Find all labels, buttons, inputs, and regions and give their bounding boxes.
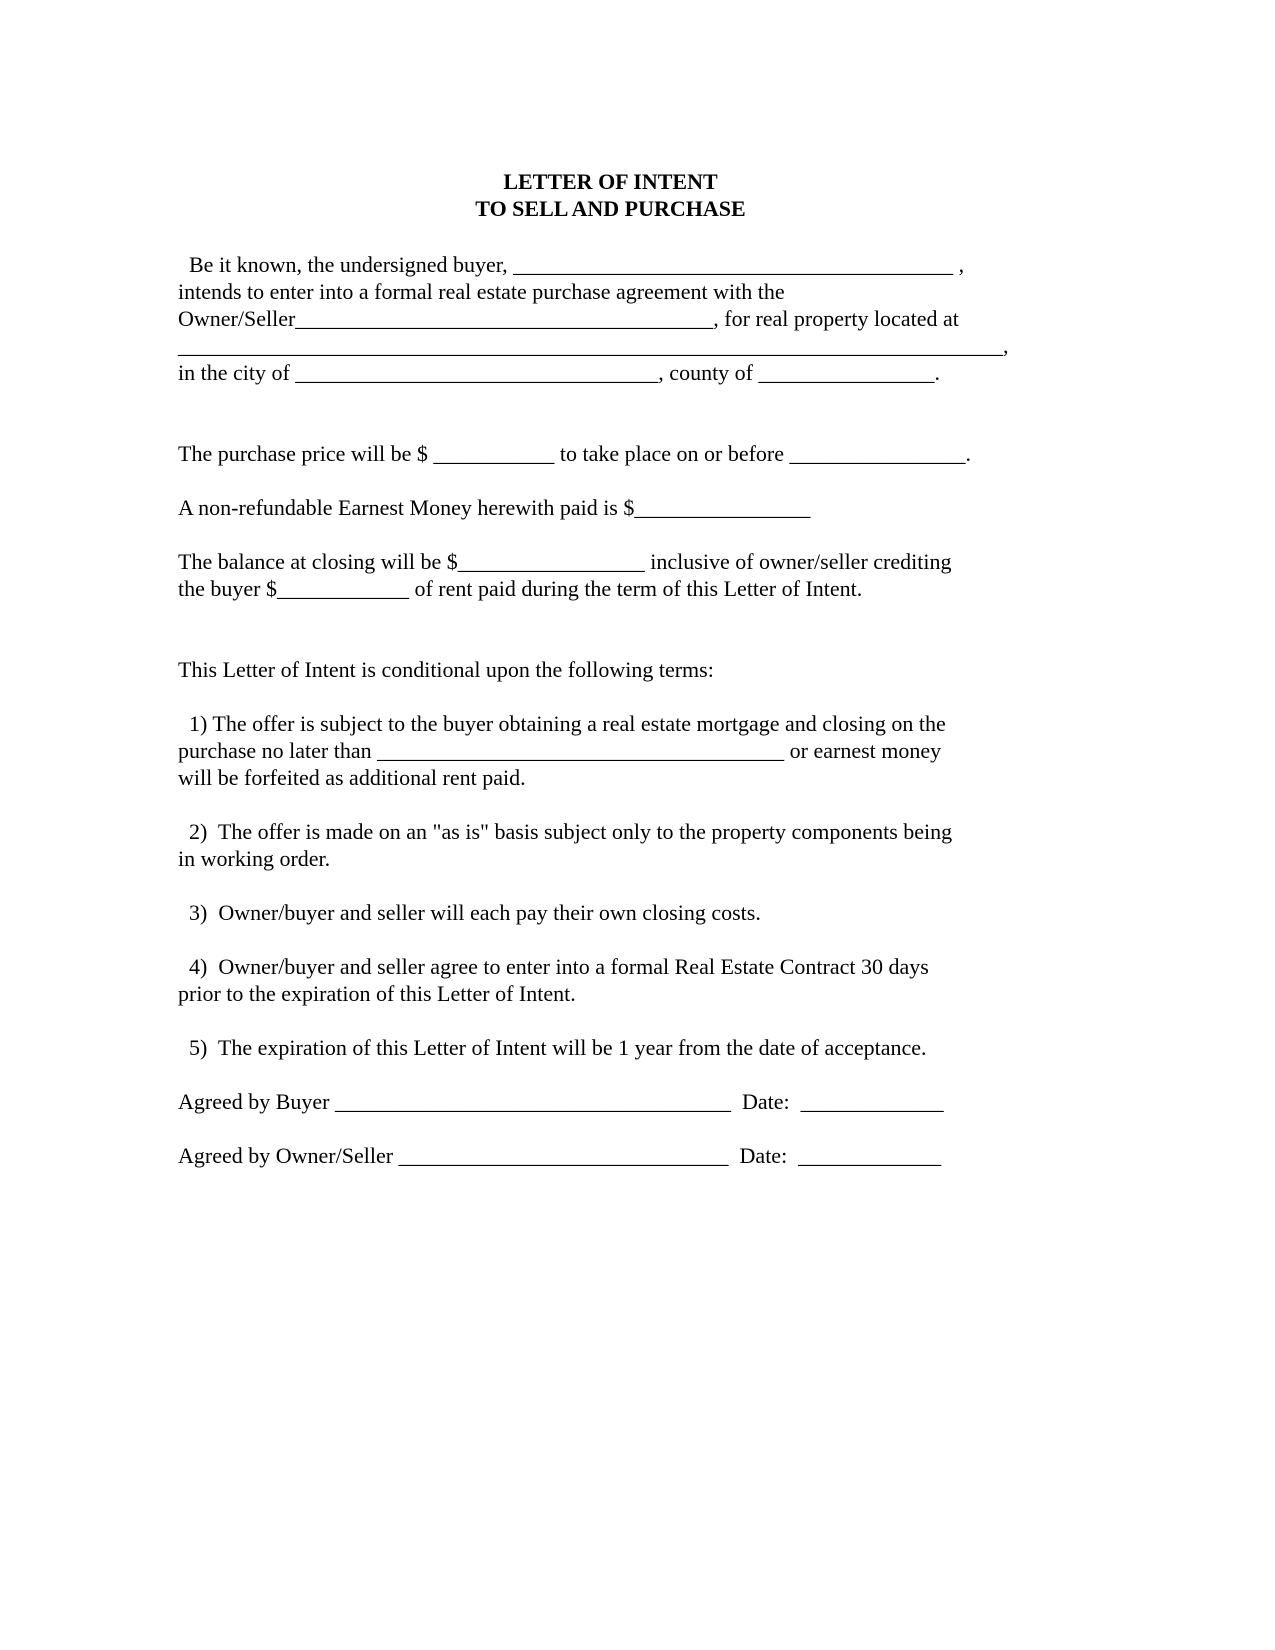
term-1-line-3: will be forfeited as additional rent paid. (178, 765, 526, 790)
term-1-line-2: purchase no later than _____________________________________ or earnest money (178, 738, 942, 763)
term-item-2 (178, 818, 1145, 872)
intro-line-agreement: intends to enter into a formal real estate purchase agreement with the (178, 279, 785, 304)
conditions-heading: This Letter of Intent is conditional upon the following terms: (178, 657, 714, 682)
term-5-line-1: 5) The expiration of this Letter of Intent will be 1 year from the date of acceptance. (178, 1035, 927, 1060)
purchase-price-paragraph: The purchase price will be $ ___________ to take place on or before ________________. (178, 441, 972, 466)
intro-line-owner-seller-blank: Owner/Seller______________________________________, for real property located at (178, 306, 959, 331)
term-1-line-1: 1) The offer is subject to the buyer obtaining a real estate mortgage and closing on the (178, 711, 946, 736)
term-item-1 (178, 710, 1145, 791)
signature-owner-seller-line: Agreed by Owner/Seller ______________________________ Date: _____________ (178, 1143, 942, 1168)
term-4-line-1: 4) Owner/buyer and seller agree to enter into a formal Real Estate Contract 30 days (178, 954, 929, 979)
term-4-line-2: prior to the expiration of this Letter of Intent. (178, 981, 576, 1006)
term-3-line-1: 3) Owner/buyer and seller will each pay their own closing costs. (178, 900, 761, 925)
balance-line-2: the buyer $____________ of rent paid during the term of this Letter of Intent. (178, 576, 863, 601)
terms-list (178, 710, 1145, 1061)
document-title (178, 168, 1043, 222)
term-2-line-1: 2) The offer is made on an "as is" basis subject only to the property components being (178, 819, 953, 844)
balance-line-1: The balance at closing will be $_________________ inclusive of owner/seller crediting (178, 549, 952, 574)
term-item-4 (178, 953, 1145, 1007)
intro-paragraph (178, 251, 1145, 386)
term-item-5 (178, 1034, 1145, 1061)
signature-buyer-line: Agreed by Buyer ____________________________________ Date: _____________ (178, 1089, 944, 1114)
term-item-3 (178, 899, 1145, 926)
title-line-1: LETTER OF INTENT (503, 169, 718, 194)
intro-line-property-address-blank: ___________________________________________________________________________, (178, 333, 1009, 358)
balance-paragraph (178, 548, 1145, 602)
term-2-line-2: in working order. (178, 846, 331, 871)
title-line-2: TO SELL AND PURCHASE (475, 196, 746, 221)
intro-line-buyer-blank: Be it known, the undersigned buyer, ________________________________________ , (178, 252, 965, 277)
intro-line-city-county-blank: in the city of _________________________________, county of ________________. (178, 360, 941, 385)
earnest-money-paragraph: A non-refundable Earnest Money herewith paid is $________________ (178, 495, 811, 520)
